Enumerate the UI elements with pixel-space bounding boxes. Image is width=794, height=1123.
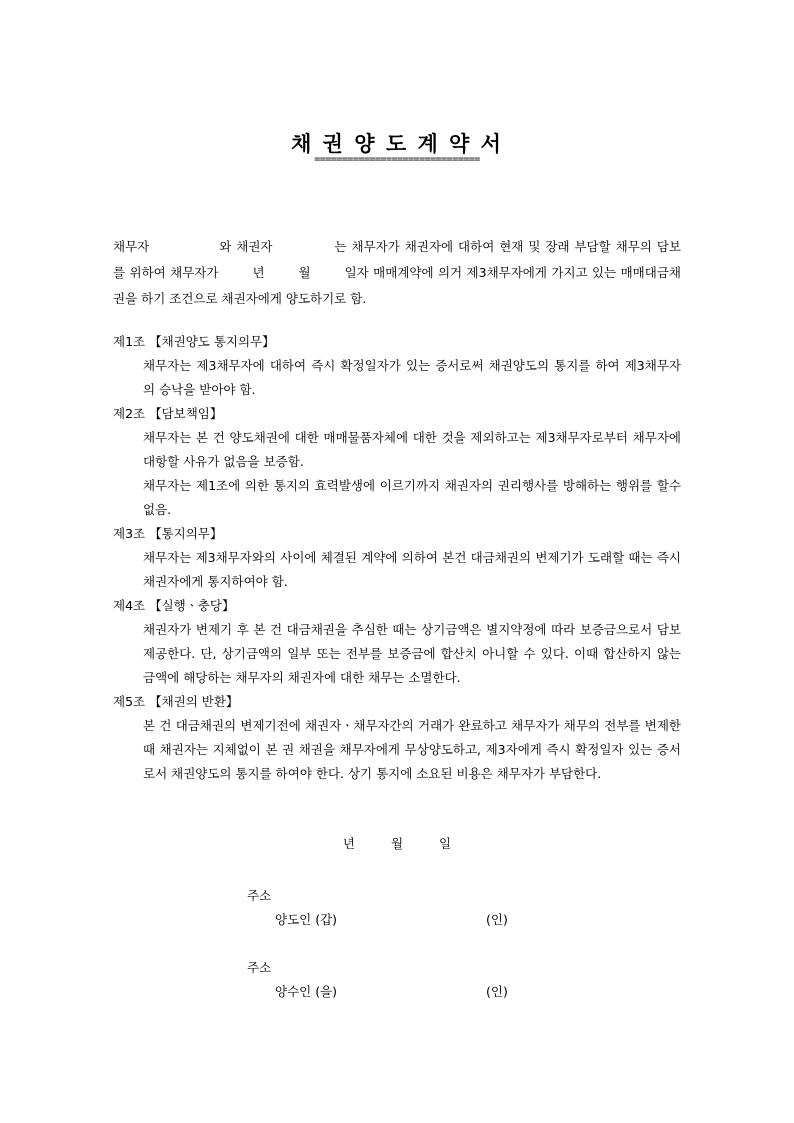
and-creditor-label: 와 채권자 xyxy=(219,239,273,254)
article-5 xyxy=(113,690,681,786)
debtor-label: 채무자 xyxy=(113,239,150,254)
article-2 xyxy=(113,402,681,522)
assignee-role: 양수인 (을) xyxy=(275,984,338,999)
assignor-seal: (인) xyxy=(486,912,508,927)
article-4 xyxy=(113,594,681,690)
intro-year: 년 xyxy=(252,265,265,280)
article-paragraph: 채권자가 변제기 후 본 건 대금채권을 추심한 때는 상기금액은 별지약정에 따라 보증금으로서 담보 제공한다. 단, 상기금액의 일부 또는 전부를 보증금에 합산치 아니할 수 있다. 이때 합산하지 않는 금액에 해당하는 채무자의 채권자에 대한 채무는 소멸한다. xyxy=(143,622,681,685)
article-heading: 제3조 【통지의무】 xyxy=(113,526,223,541)
articles-section xyxy=(113,330,681,786)
article-heading: 제4조 【실행ㆍ충당】 xyxy=(113,598,235,613)
article-3 xyxy=(113,522,681,594)
article-heading: 제1조 【채권양도 통지의무】 xyxy=(113,334,275,349)
intro-text-2: 일자 매매계약에 의거 제3채무자에게 가지고 있는 매매대금채권을 하기 조건으로 채권자에게 양도하기로 함. xyxy=(113,265,681,306)
article-paragraph: 채무자는 제3채무자와의 사이에 체결된 계약에 의하여 본건 대금채권의 변제기가 도래할 때는 즉시 채권자에게 통지하여야 함. xyxy=(143,550,681,589)
document-title: 채 권 양 도 계 약 서 xyxy=(291,131,503,156)
assignor-address-label: 주소 xyxy=(247,888,272,903)
signing-date xyxy=(0,834,794,852)
date-month: 월 xyxy=(390,836,404,851)
assignee-address-label: 주소 xyxy=(247,960,272,975)
article-1 xyxy=(113,330,681,402)
intro-month: 월 xyxy=(298,265,311,280)
date-year: 년 xyxy=(342,836,355,851)
date-day: 일 xyxy=(439,836,452,851)
article-paragraph: 채무자는 제3채무자에 대하여 즉시 확정일자가 있는 증서로써 채권양도의 통지를 하여 제3채무자의 승낙을 받아야 함. xyxy=(143,358,681,397)
article-paragraph: 채무자는 본 건 양도채권에 대한 매매물품자체에 대한 것을 제외하고는 제3채무자로부터 채무자에 대항할 사유가 없음을 보증함. xyxy=(143,430,681,469)
intro-paragraph xyxy=(113,234,681,312)
assignor-role: 양도인 (갑) xyxy=(275,912,338,927)
title-rule: ============================== xyxy=(314,154,480,165)
article-heading: 제5조 【채권의 반환】 xyxy=(113,694,239,709)
intro-text-1: 는 채무자가 채권자에 대하여 현재 및 장래 부담할 채무의 담보를 위하여 채무자가 xyxy=(113,239,681,280)
article-heading: 제2조 【담보책임】 xyxy=(113,406,223,421)
article-paragraph: 채무자는 제1조에 의한 통지의 효력발생에 이르기까지 채권자의 권리행사를 방해하는 행위를 할수없음. xyxy=(143,478,681,517)
assignee-seal: (인) xyxy=(486,984,508,999)
article-paragraph: 본 건 대금채권의 변제기전에 채권자ㆍ채무자간의 거래가 완료하고 채무자가 채무의 전부를 변제한 때 채권자는 지체없이 본 권 채권을 채무자에게 무상양도하고, 제3자에게 즉시 확정일자 있는 증서로서 채권양도의 통지를 하여야 한다. 상기 통지에 소요된 비용은 채무자가 부담한다. xyxy=(143,718,681,781)
